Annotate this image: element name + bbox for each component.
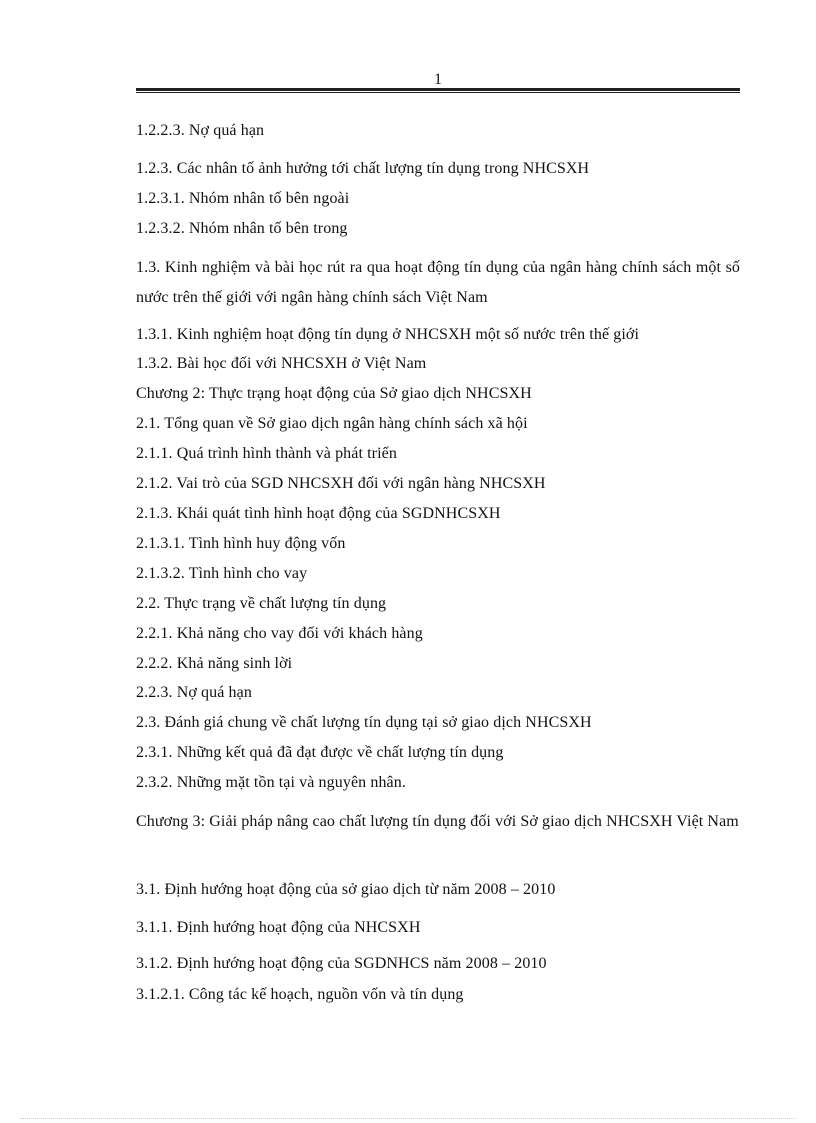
toc-entry: 2.1. Tổng quan về Sở giao dịch ngân hàng chính sách xã hội [136, 415, 528, 432]
toc-entry: 3.1.2.1. Công tác kế hoạch, nguồn vốn và tín dụng [136, 986, 464, 1003]
toc-entry: 2.2. Thực trạng về chất lượng tín dụng [136, 595, 387, 612]
page-number: 1 [434, 71, 442, 88]
toc-entry: Chương 2: Thực trạng hoạt động của Sở giao dịch NHCSXH [136, 385, 532, 402]
toc-entry: 1.2.3.2. Nhóm nhân tố bên trong [136, 220, 348, 237]
toc-entry: 2.1.3. Khái quát tình hình hoạt động của SGDNHCSXH [136, 505, 501, 522]
toc-entry: 2.2.1. Khả năng cho vay đối với khách hàng [136, 625, 423, 642]
toc-entry: 3.1. Định hướng hoạt động của sở giao dịch từ năm 2008 – 2010 [136, 881, 556, 898]
header-double-rule [136, 88, 740, 93]
toc-entry: 3.1.1. Định hướng hoạt động của NHCSXH [136, 919, 421, 936]
toc-entry: Chương 3: Giải pháp nâng cao chất lượng tín dụng đối với Sở giao dịch NHCSXH Việt Nam [136, 813, 739, 830]
toc-entry: 2.1.2. Vai trò của SGD NHCSXH đối với ngân hàng NHCSXH [136, 475, 546, 492]
toc-entry: 2.1.3.2. Tình hình cho vay [136, 565, 308, 582]
toc-entry: 1.3.1. Kinh nghiệm hoạt động tín dụng ở NHCSXH một số nước trên thế giới [136, 326, 640, 343]
toc-entry: 2.3.2. Những mặt tồn tại và nguyên nhân. [136, 774, 406, 791]
toc-entry: 2.3. Đánh giá chung về chất lượng tín dụng tại sở giao dịch NHCSXH [136, 714, 592, 731]
toc-entry: 2.3.1. Những kết quả đã đạt được về chất lượng tín dụng [136, 744, 504, 761]
toc-entry: 2.2.2. Khả năng sinh lời [136, 655, 293, 672]
toc-entry: 1.3.2. Bài học đối với NHCSXH ở Việt Nam [136, 355, 427, 372]
toc-entry: 3.1.2. Định hướng hoạt động của SGDNHCS năm 2008 – 2010 [136, 955, 547, 972]
toc-entry: 1.2.3.1. Nhóm nhân tố bên ngoài [136, 190, 350, 207]
toc-entry: 2.1.1. Quá trình hình thành và phát triển [136, 445, 397, 462]
toc-entry: 1.3. Kinh nghiệm và bài học rút ra qua hoạt động tín dụng của ngân hàng chính sách một số nước trên thế giới với ngân hàng chính sách Việt Nam [136, 259, 740, 306]
page-bottom-divider [20, 1118, 796, 1119]
toc-entry: 2.2.3. Nợ quá hạn [136, 684, 252, 701]
toc-entry: 1.2.2.3. Nợ quá hạn [136, 122, 265, 139]
toc-entry: 1.2.3. Các nhân tố ảnh hưởng tới chất lượng tín dụng trong NHCSXH [136, 160, 590, 177]
toc-entry: 2.1.3.1. Tình hình huy động vốn [136, 535, 346, 552]
